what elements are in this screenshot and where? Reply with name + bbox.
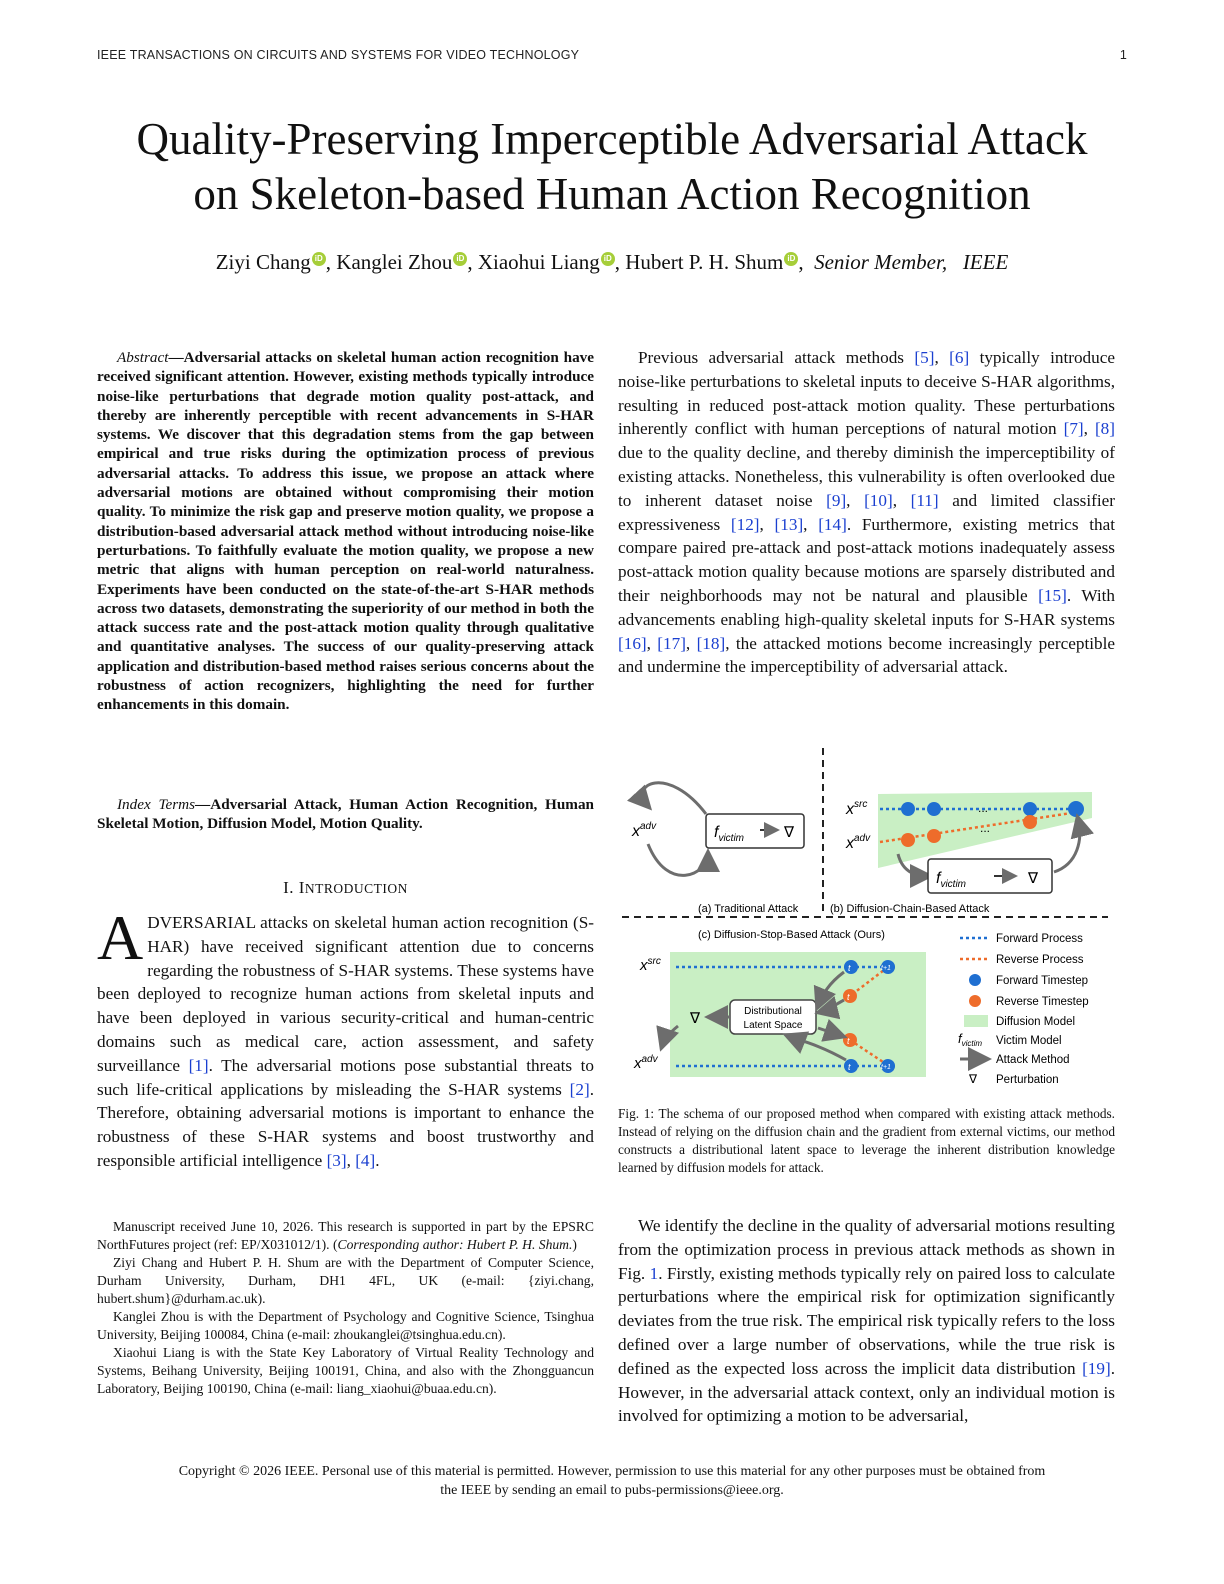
corresponding-author: Corresponding author: Hubert P. H. Shum. (337, 1237, 573, 1252)
citation-link[interactable]: [14] (818, 514, 847, 534)
footnote-text: ) (572, 1237, 577, 1252)
author-list: Ziyi Chang iD , Kanglei Zhou iD , Xiaohui Liang iD , Hubert P. H. Shum iD , Senior Member, IEEE (215, 250, 1009, 274)
f-victim-label: $f_{victim}$ (936, 870, 967, 890)
legend-reverse-timestep: Reverse Timestep (996, 996, 1089, 1008)
panel-a-label: (a) Traditional Attack (698, 903, 799, 915)
body-text: typically introduce noise-like perturbations to skeletal inputs to deceive S-HAR algorithms, resulting in reduced post-attack motion quality. These perturbations inherently conflict with human perceptions of natural motion (618, 348, 1115, 439)
section-title-rest: NTRODUCTION (304, 881, 408, 896)
attack-arrow-icon (648, 844, 708, 875)
nabla-icon: ∇ (690, 1010, 701, 1027)
latent-space-label: Distributional (744, 1006, 802, 1017)
panel-b (830, 792, 1092, 915)
body-text: , (685, 633, 697, 653)
author-4: Hubert P. H. Shum (625, 250, 784, 274)
caption-label: Fig. 1: (618, 1106, 655, 1121)
abstract-label: Abstract (117, 349, 169, 366)
body-text: . Furthermore, existing metrics that compare paired pre-attack and post-attack motions inadequately assess post-attack motion quality because motions are sparsely distributed and their neighborhoods may not be natural and plausible (618, 514, 1115, 605)
citation-link[interactable]: [11] (910, 490, 939, 510)
citation-link[interactable]: [13] (774, 514, 804, 534)
legend-diffusion-model: Diffusion Model (996, 1016, 1076, 1028)
footnote-text: Manuscript received June 10, 2026. This research is supported in part by the EPSRC NorthFutures project (ref: EP/X031012/1). ( (97, 1219, 594, 1252)
author-1: Ziyi Chang (215, 250, 311, 274)
journal-name: IEEE TRANSACTIONS ON CIRCUITS AND SYSTEMS FOR VIDEO TECHNOLOGY (97, 48, 580, 62)
body-text: We identify the decline in the quality of adversarial motions resulting from the optimization process in previous attack methods as shown in Fig. (618, 1216, 1115, 1283)
body-text: , the attacked motions become increasingly perceptible and undermine the imperceptibility of adversarial attack. (618, 633, 1115, 677)
author-3: Xiaohui Liang (477, 250, 600, 274)
nabla-icon: ∇ (1028, 870, 1039, 887)
attack-arrow-icon (643, 783, 706, 814)
nabla-icon: ∇ (784, 824, 795, 841)
body-text: due to the quality decline, and thereby diminish the imperceptibility of existing attacks. Nonetheless, this vulnerability is often overlooked due to inherent dataset noise (618, 443, 1115, 510)
intro-cap-rest: DVERSARIAL (147, 913, 256, 932)
index-terms (97, 795, 594, 834)
body-text: . However, in the adversarial attack context, only an individual motion is involved for optimizing a motion to be adversarial, (618, 1358, 1115, 1426)
citation-link[interactable]: [16] (618, 633, 647, 653)
index-terms-label: Index Terms (117, 796, 196, 813)
panel-a (631, 783, 804, 915)
citation-link[interactable]: [1] (188, 1055, 209, 1075)
forward-timestep-dot (844, 1059, 858, 1073)
orcid-icon[interactable]: iD (312, 252, 326, 266)
f-victim-label: $f_{victim}$ (714, 824, 745, 844)
citation-link[interactable]: [12] (730, 514, 760, 534)
ellipsis: ... (978, 801, 989, 815)
figure-1 (618, 744, 1118, 1094)
intro-text: . Therefore, obtaining adversarial motions is important to enhance the robustness of these S-HAR systems and boost trustworthy and responsible artificial intelligence (97, 1079, 594, 1170)
body-text: , (759, 514, 775, 534)
orcid-icon[interactable]: iD (453, 252, 467, 266)
legend-reverse-process: Reverse Process (996, 954, 1084, 966)
legend-forward-timestep: Forward Timestep (996, 975, 1089, 987)
drop-cap: A (97, 902, 144, 973)
footnote-manuscript (97, 1218, 594, 1254)
author-membership: Senior Member, IEEE (814, 250, 1009, 274)
x-src-label: $x^{src}$ (640, 956, 661, 974)
forward-timestep-dot (927, 802, 941, 816)
panel-c-label: (c) Diffusion-Stop-Based Attack (Ours) (698, 929, 885, 941)
forward-timestep-dot (844, 960, 858, 974)
citation-link[interactable]: [2] (569, 1079, 590, 1099)
section-first-letter: I (298, 878, 305, 897)
body-text: and limited classifier expressiveness (618, 490, 1115, 534)
body-text: , (646, 633, 658, 653)
figure-link[interactable]: 1 (649, 1263, 659, 1283)
timestep-label: t (847, 992, 850, 1002)
timestep-label: t (848, 963, 851, 973)
x-adv-label: $x^{adv}$ (632, 821, 657, 840)
citation-link[interactable]: [18] (696, 633, 726, 653)
body-text: , (892, 490, 911, 510)
body-text: , (934, 348, 950, 367)
copyright-notice (60, 1462, 1164, 1500)
timestep-label: t (848, 1062, 851, 1072)
forward-timestep-dot (1023, 802, 1037, 816)
footnote-affiliation-1: Ziyi Chang and Hubert P. H. Shum are with the Department of Computer Science, Durham University, Durham, DH1 4FL, UK (e-mail: {ziyi.chang, hubert.shum}@durham.ac.uk). (97, 1255, 594, 1306)
x-src-label: $x^{src}$ (846, 799, 868, 818)
body-text: . Firstly, existing methods typically rely on paired loss to calculate perturbations where the empirical risk for optimization significantly deviates from the true risk. The empirical risk typically refers to the loss defined over a large number of observations, while the true risk is defined as the expected loss across the implicit data distribution (618, 1263, 1115, 1378)
footnote-affiliation-3: Xiaohui Liang is with the State Key Laboratory of Virtual Reality Technology and Systems, Beihang University, Beijing 100191, China, and also with the Zhongguancun Laboratory, Beijing 100190, China (e-mail: liang_xiaohui@buaa.edu.cn). (97, 1345, 594, 1396)
citation-link[interactable]: [19] (1082, 1358, 1111, 1378)
body-text: , (803, 514, 819, 534)
paper-title (60, 112, 1164, 222)
legend-victim-model: Victim Model (996, 1035, 1062, 1047)
citation-link[interactable]: [17] (657, 633, 686, 653)
nabla-icon: ∇ (969, 1072, 978, 1086)
citation-link[interactable]: [7] (1063, 419, 1084, 439)
forward-timestep-dot (1068, 801, 1084, 817)
forward-timestep-dot (901, 802, 915, 816)
body-text: , (1083, 419, 1095, 439)
citation-link[interactable]: [4] (355, 1150, 376, 1170)
title-line-2: on Skeleton-based Human Action Recognition (193, 169, 1031, 219)
intro-paragraph (97, 902, 594, 1173)
index-terms-text: —Adversarial Attack, Human Action Recognition, Human Skeletal Motion, Diffusion Model, Motion Quality. (97, 796, 594, 833)
figure-1-diagram (618, 744, 1118, 1094)
citation-link[interactable]: [6] (949, 348, 970, 367)
timestep-label: t+1 (881, 965, 891, 972)
copyright-line-1: Copyright © 2026 IEEE. Personal use of this material is permitted. However, permission to use this material for any other purposes must be obtained from (178, 1464, 1046, 1479)
x-adv-label: $x^{adv}$ (846, 833, 871, 852)
citation-link[interactable]: [15] (1038, 585, 1067, 605)
reverse-timestep-dot (927, 829, 941, 843)
orcid-icon[interactable]: iD (784, 252, 798, 266)
copyright-line-2: the IEEE by sending an email to pubs-permissions@ieee.org. (440, 1483, 784, 1498)
caption-text: The schema of our proposed method when compared with existing attack methods. Instead of relying on the diffusion chain and the gradient from external victims, our method constructs a distributional latent space to leverage the inherent distribution knowledge learned by diffusion models for attack. (618, 1106, 1116, 1175)
title-line-1: Quality-Preserving Imperceptible Adversarial Attack (136, 114, 1088, 164)
legend-perturbation: Perturbation (996, 1074, 1059, 1086)
abstract-text: —Adversarial attacks on skeletal human action recognition have received significant attention. However, existing methods typically introduce noise-like perturbations that degrade motion quality post-attack, and thereby are inherently perceptible with recent advancements in S-HAR systems. We discover that this degradation stems from the gap between empirical and true risks during the optimization process of previous adversarial attacks. To address this issue, we propose an attack where adversarial motions are obtained without compromising their motion quality. To minimize the risk gap and preserve motion quality, we propose a distribution-based adversarial attack method without introducing noise-like perturbations. To faithfully evaluate the motion quality, we propose a new metric that aligns with human perception on real-world naturalness. Experiments have been conducted on the state-of-the-art S-HAR methods across two datasets, demonstrating the superiority of our method in both the attack success rate and the post-attack motion quality through qualitative and quantitative analyses. The success of our quality-preserving attack application and distribution-based method raises serious concerns about the robustness of action recognizers, highlighting the need for further enhancements in this domain. (97, 349, 594, 714)
footnotes (97, 1218, 594, 1398)
legend-f-victim: $f_{victim}$ (958, 1031, 983, 1048)
panel-c (633, 929, 926, 1077)
section-numeral: I. (283, 878, 294, 897)
attack-arrow-icon (1054, 819, 1080, 872)
intro-text: . The adversarial motions pose substantial threats to such life-critical applications by misleading the S-HAR systems (97, 1055, 594, 1099)
reverse-timestep-dot (901, 833, 915, 847)
timestep-label: t+1 (881, 1064, 891, 1071)
intro-text: , (346, 1150, 356, 1170)
abstract (97, 348, 594, 715)
ellipsis: ... (980, 821, 991, 835)
footnote-affiliation-2: Kanglei Zhou is with the Department of Psychology and Cognitive Science, Tsinghua University, Beijing 100084, China (e-mail: zhoukanglei@tsinghua.edu.cn). (97, 1309, 594, 1342)
orcid-icon[interactable]: iD (601, 252, 615, 266)
intro-text: attacks on skeletal human action recognition (S-HAR) have received significant attention due to concerns regarding the robustness of S-HAR systems. These systems have been deployed to recognize human actions from skeletal inputs and have been deployed in various security-critical and human-centric domains such as medical care, action assessment, and safety surveillance (97, 913, 594, 1075)
legend-forward-process: Forward Process (996, 933, 1083, 945)
citation-link[interactable]: [10] (864, 490, 893, 510)
running-header (97, 48, 1127, 66)
panel-b-label: (b) Diffusion-Chain-Based Attack (830, 903, 990, 915)
author-2: Kanglei Zhou (336, 250, 453, 274)
section-heading (97, 878, 594, 898)
timestep-label: t (847, 1036, 850, 1046)
citation-link[interactable]: [8] (1094, 419, 1115, 439)
right-paragraph-1 (618, 346, 1115, 679)
latent-space-label: Latent Space (743, 1020, 803, 1031)
citation-link[interactable]: [3] (326, 1150, 347, 1170)
reverse-timestep-dot (843, 1033, 857, 1047)
body-text: Previous adversarial attack methods (638, 348, 915, 367)
figure-caption (618, 1105, 1115, 1177)
citation-link[interactable]: [9] (826, 490, 847, 510)
legend-attack-method: Attack Method (996, 1054, 1070, 1066)
citation-link[interactable]: [5] (914, 348, 935, 367)
right-paragraph-2 (618, 1214, 1115, 1428)
x-adv-label: $x^{adv}$ (634, 1054, 658, 1072)
intro-text: . (375, 1150, 380, 1170)
body-text: , (846, 490, 865, 510)
body-text: . With advancements enabling high-quality skeletal inputs for S-HAR systems (618, 585, 1115, 629)
reverse-timestep-dot (843, 989, 857, 1003)
reverse-timestep-dot (1023, 815, 1037, 829)
figure-legend (958, 933, 1089, 1086)
page-number: 1 (1119, 48, 1127, 62)
